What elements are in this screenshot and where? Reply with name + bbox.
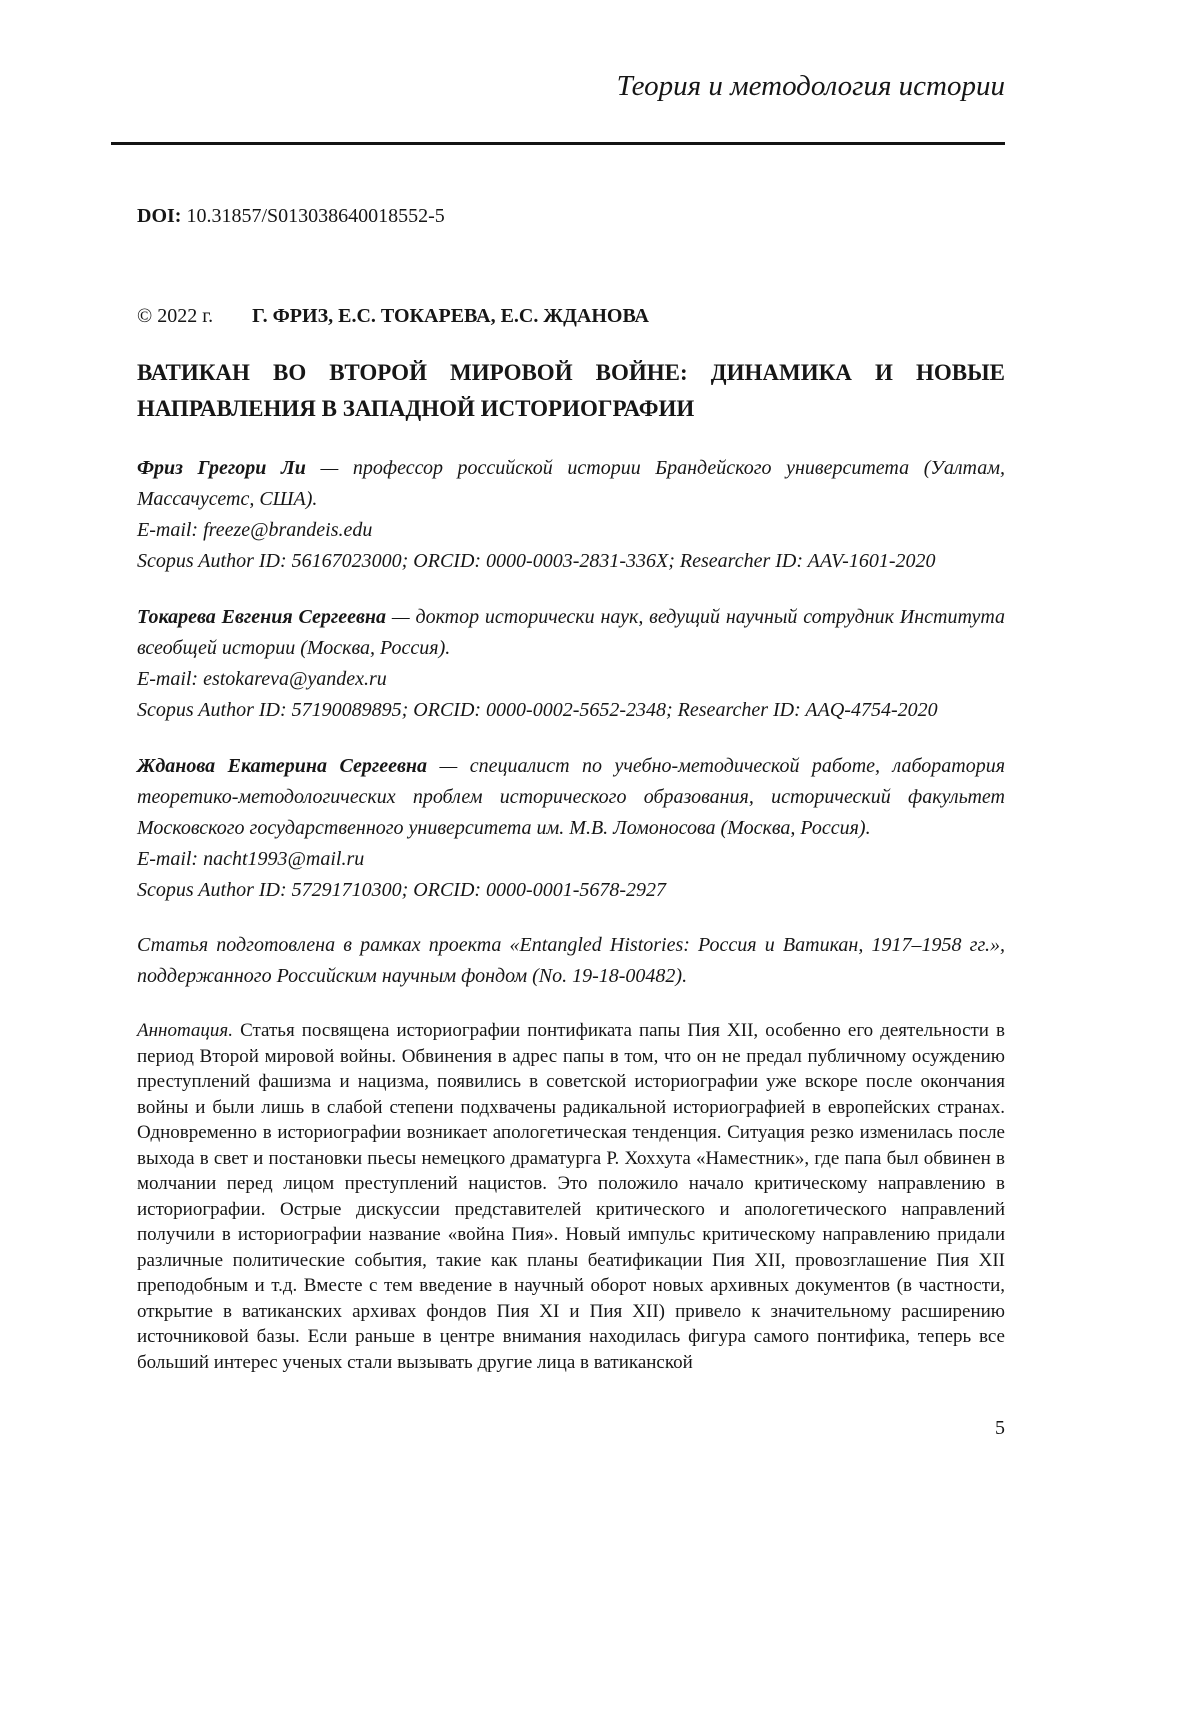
abstract-label: Аннотация. <box>137 1020 233 1041</box>
bio-ids: Scopus Author ID: 56167023000; ORCID: 0000-0003-2831-336X; Researcher ID: AAV-1601-2020 <box>137 550 936 572</box>
bio-author-name: Токарева Евгения Сергеевна <box>137 606 387 628</box>
running-head: Теория и методология истории <box>616 70 1005 102</box>
funding-note: Статья подготовлена в рамках проекта «Entangled Histories: Россия и Ватикан, 1917–1958 гг.», поддержанного Российским научным фондом (No. 19-18-00482). <box>137 934 1005 987</box>
bio-author-name: Фриз Грегори Ли <box>137 457 306 479</box>
bio-email: E-mail: freeze@brandeis.edu <box>137 519 373 541</box>
doi-label: DOI: <box>137 205 182 227</box>
bio-description: — доктор исторически наук, ведущий научный сотрудник Института всеобщей истории (Москва, Россия). <box>137 606 1006 659</box>
abstract <box>137 1018 1005 1375</box>
title-line-1: ВАТИКАН ВО ВТОРОЙ МИРОВОЙ ВОЙНЕ: ДИНАМИКА И НОВЫЕ <box>137 360 1005 385</box>
article-title <box>137 355 1005 427</box>
page-number: 5 <box>995 1417 1005 1439</box>
author-bio-zhdanova <box>137 751 1005 906</box>
title-line-2: НАПРАВЛЕНИЯ В ЗАПАДНОЙ ИСТОРИОГРАФИИ <box>137 396 695 421</box>
copyright-year: © 2022 г. <box>137 305 214 327</box>
header-rule <box>111 142 1005 145</box>
doi-line <box>137 203 1005 229</box>
bio-ids: Scopus Author ID: 57291710300; ORCID: 0000-0001-5678-2927 <box>137 879 667 901</box>
bio-description: — профессор российской истории Брандейского университета (Уалтам, Массачусетс, США). <box>137 457 1005 510</box>
copyright-line <box>137 303 1005 329</box>
bio-author-name: Жданова Екатерина Сергеевна <box>137 755 428 777</box>
bio-email: E-mail: nacht1993@mail.ru <box>137 848 365 870</box>
author-bio-freeze <box>137 453 1005 577</box>
abstract-text: Статья посвящена историографии понтификата папы Пия XII, особенно его деятельности в период Второй мировой войны. Обвинения в адрес папы в том, что он не предал публичному осуждению преступлений фашизма и нацизма, появились в советской историографии уже вскоре после окончания войны и были лишь в слабой степени подхвачены радикальной историографией в европейских странах. Одновременно в историографии возникает апологетическая тенденция. Ситуация резко изменилась после выхода в свет и постановки пьесы немецкого драматурга Р. Хоххута «Наместник», где папа был обвинен в молчании перед лицом преступлений нацистов. Это положило начало критическому направлению в историографии. Острые дискуссии представителей критического и апологетического направлений получили в историографии название «война Пия». Новый импульс критическому направлению придали различные политические события, такие как планы беатификации Пия XII, провозглашение Пия XII преподобным и т.д. Вместе с тем введение в научный оборот новых архивных документов (в частности, открытие в ватиканских архивах фондов Пия XI и Пия XII) привело к значительному расширению источниковой базы. Если раньше в центре внимания находилась фигура самого понтифика, теперь все больший интерес ученых стали вызывать другие лица в ватиканской <box>137 1020 1006 1373</box>
author-bio-tokareva <box>137 602 1005 726</box>
bio-ids: Scopus Author ID: 57190089895; ORCID: 0000-0002-5652-2348; Researcher ID: AAQ-4754-2020 <box>137 699 938 721</box>
bio-description: — специалист по учебно-методической работе, лаборатория теоретико-методологических проблем исторического образования, исторический факультет Московского государственного университета им. М.В. Ломоносова (Москва, Россия). <box>137 755 1005 839</box>
bio-email: E-mail: estokareva@yandex.ru <box>137 668 387 690</box>
authors-line: Г. ФРИЗ, Е.С. ТОКАРЕВА, Е.С. ЖДАНОВА <box>252 305 649 327</box>
doi-value: 10.31857/S013038640018552-5 <box>186 205 445 227</box>
